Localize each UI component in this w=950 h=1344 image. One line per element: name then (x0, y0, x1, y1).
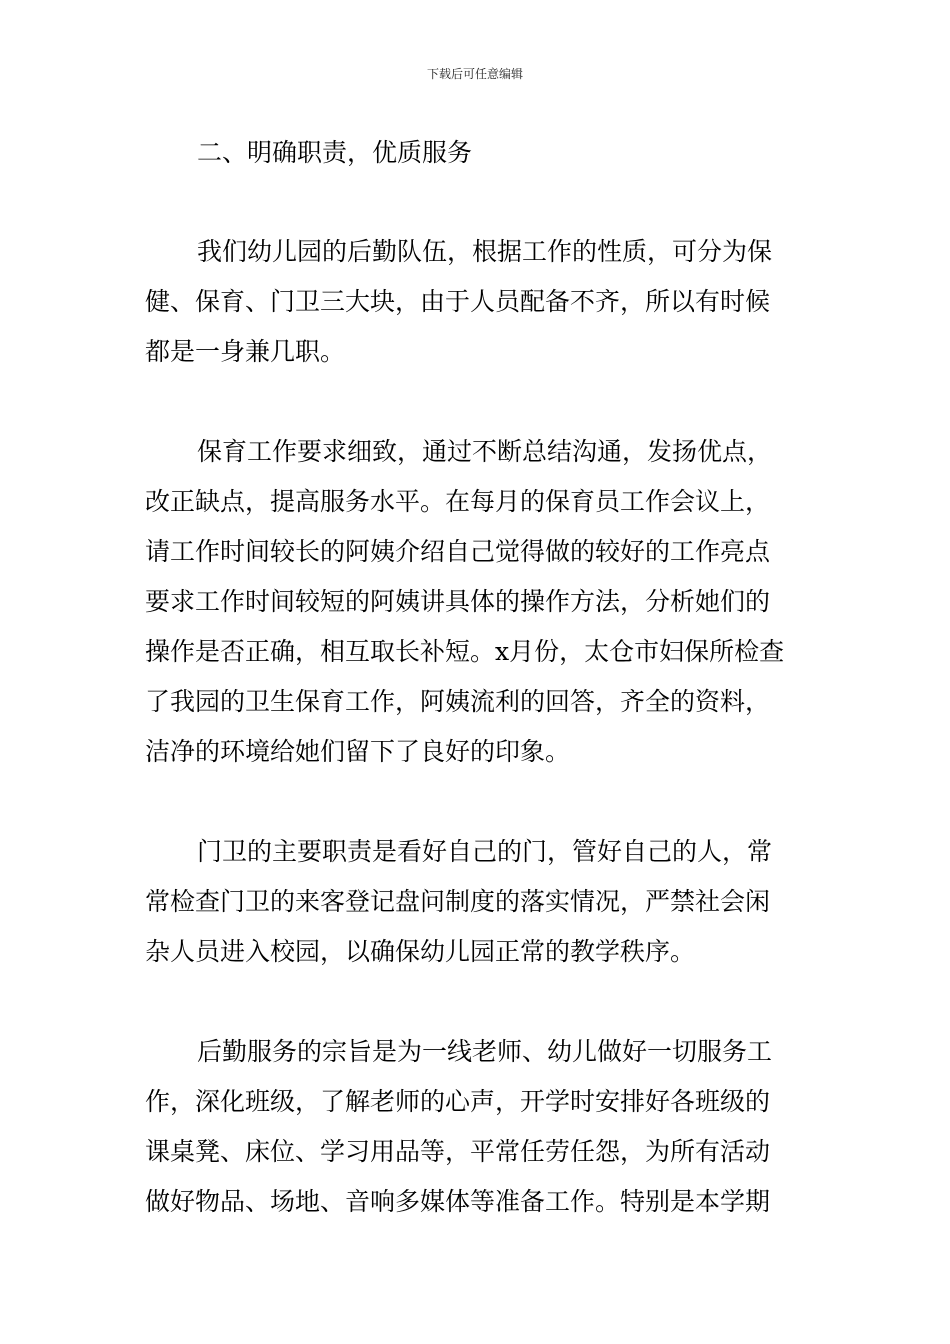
page-header: 下载后可任意编辑 (426, 67, 523, 81)
paragraph-line: 洁净的环境给她们留下了良好的印象。 (145, 737, 571, 766)
paragraph-line: 保育工作要求细致，通过不断总结沟通，发扬优点， (197, 437, 773, 466)
paragraph-logistics-team (145, 227, 807, 377)
paragraph-line: 要求工作时间较短的阿姨讲具体的操作方法，分析她们的 (145, 587, 771, 616)
document-body (145, 128, 807, 1227)
paragraph-line: 后勤服务的宗旨是为一线老师、幼儿做好一切服务工 (197, 1037, 773, 1066)
paragraph-line: 请工作时间较长的阿姨介绍自己觉得做的较好的工作亮点 (145, 537, 771, 566)
paragraph-line: 都是一身兼几职。 (145, 337, 346, 366)
paragraph-line: 我们幼儿园的后勤队伍，根据工作的性质，可分为保 (197, 237, 773, 266)
paragraph-childcare-work (145, 427, 807, 777)
paragraph-line: 杂人员进入校园，以确保幼儿园正常的教学秩序。 (145, 937, 696, 966)
paragraph-line: 健、保育、门卫三大块，由于人员配备不齐，所以有时候 (145, 287, 771, 316)
section-title: 二、明确职责，优质服务 (197, 138, 473, 167)
paragraph-line: 改正缺点，提高服务水平。在每月的保育员工作会议上， (145, 487, 771, 516)
paragraph-line: 了我园的卫生保育工作，阿姨流利的回答，齐全的资料， (145, 687, 771, 716)
paragraph-gatekeeper (145, 827, 807, 977)
paragraph-line: 课桌凳、床位、学习用品等，平常任劳任怨，为所有活动 (145, 1137, 771, 1166)
paragraph-service-purpose (145, 1027, 807, 1227)
paragraph-line: 作，深化班级，了解老师的心声，开学时安排好各班级的 (145, 1087, 771, 1116)
paragraph-line: 做好物品、场地、音响多媒体等准备工作。特别是本学期 (145, 1187, 771, 1216)
paragraph-line: 门卫的主要职责是看好自己的门，管好自己的人，常 (197, 837, 773, 866)
paragraph-line: 操作是否正确，相互取长补短。x月份，太仓市妇保所检查 (145, 637, 785, 666)
paragraph-line: 常检查门卫的来客登记盘问制度的落实情况，严禁社会闲 (145, 887, 771, 916)
